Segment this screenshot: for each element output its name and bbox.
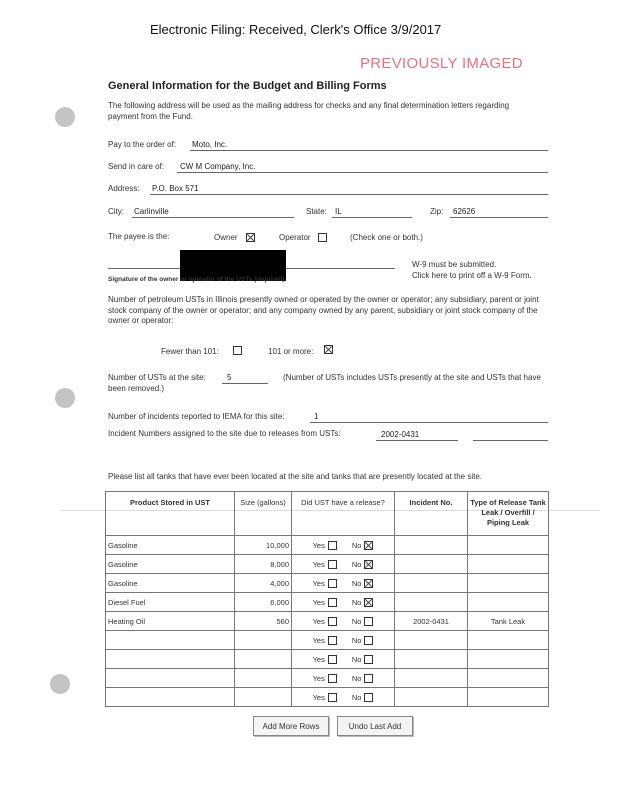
table-row	[106, 555, 549, 574]
yes-checkbox[interactable]	[328, 655, 337, 664]
release-cell	[292, 631, 395, 650]
release-cell	[292, 574, 395, 593]
address-line	[150, 194, 548, 195]
release-options	[294, 560, 392, 569]
no-checkbox[interactable]	[364, 655, 373, 664]
release-cell	[292, 612, 395, 631]
care-of-value[interactable]: CW M Company, Inc.	[180, 162, 256, 171]
table-row	[106, 688, 549, 707]
release-type-cell[interactable]	[468, 574, 549, 593]
undo-last-add-button[interactable]: Undo Last Add	[337, 716, 413, 736]
w9-print-link[interactable]: Click here to print off a W-9 Form.	[412, 271, 532, 280]
size-cell[interactable]: 8,000	[235, 555, 292, 574]
yes-label: Yes	[312, 692, 325, 702]
size-cell[interactable]: 4,000	[235, 574, 292, 593]
yes-label: Yes	[312, 559, 325, 569]
size-cell[interactable]: 10,000	[235, 536, 292, 555]
yes-checkbox[interactable]	[328, 617, 337, 626]
table-row	[106, 612, 549, 631]
release-options	[294, 579, 392, 588]
release-options	[294, 693, 392, 702]
city-line	[132, 217, 294, 218]
operator-checkbox[interactable]	[318, 233, 327, 242]
incident-cell[interactable]	[395, 688, 468, 707]
no-label: No	[351, 654, 362, 664]
table-header-row	[106, 492, 549, 536]
incident-cell[interactable]	[395, 555, 468, 574]
no-checkbox[interactable]	[364, 617, 373, 626]
size-cell[interactable]: 560	[235, 612, 292, 631]
owner-checkbox[interactable]	[246, 233, 255, 242]
w9-note: W-9 must be submitted.	[412, 260, 497, 269]
size-cell[interactable]: 6,000	[235, 593, 292, 612]
product-cell[interactable]: Gasoline	[106, 536, 235, 555]
usts-at-site-label: Number of USTs at the site:	[108, 373, 206, 382]
release-type-cell[interactable]	[468, 650, 549, 669]
table-row	[106, 631, 549, 650]
no-checkbox[interactable]	[364, 579, 373, 588]
yes-checkbox[interactable]	[328, 636, 337, 645]
incident-cell[interactable]	[395, 650, 468, 669]
yes-label: Yes	[312, 673, 325, 683]
yes-label: Yes	[312, 635, 325, 645]
release-type-cell[interactable]	[468, 593, 549, 612]
release-cell	[292, 650, 395, 669]
fewer-than-101-checkbox[interactable]	[233, 346, 242, 355]
incident-cell[interactable]	[395, 631, 468, 650]
state-value[interactable]: IL	[335, 207, 342, 216]
form-title: General Information for the Budget and Billing Forms	[108, 80, 387, 92]
release-cell	[292, 593, 395, 612]
ust-table	[105, 491, 549, 707]
product-cell[interactable]	[106, 631, 235, 650]
incident-cell[interactable]	[395, 593, 468, 612]
101-or-more-checkbox[interactable]	[324, 345, 333, 354]
no-label: No	[351, 616, 362, 626]
operator-label: Operator	[279, 233, 311, 242]
release-options	[294, 598, 392, 607]
address-label: Address:	[108, 184, 140, 193]
zip-value[interactable]: 62626	[453, 207, 476, 216]
incident-cell[interactable]	[395, 574, 468, 593]
release-type-cell[interactable]	[468, 536, 549, 555]
release-type-cell[interactable]	[468, 688, 549, 707]
table-row	[106, 574, 549, 593]
no-label: No	[351, 692, 362, 702]
state-label: State:	[306, 207, 327, 216]
no-checkbox[interactable]	[364, 693, 373, 702]
size-cell[interactable]	[235, 650, 292, 669]
yes-label: Yes	[312, 654, 325, 664]
no-label: No	[351, 673, 362, 683]
previously-imaged-stamp: PREVIOUSLY IMAGED	[360, 55, 523, 72]
table-row	[106, 536, 549, 555]
size-header: Size (gallons)	[235, 492, 292, 536]
release-cell	[292, 688, 395, 707]
no-label: No	[351, 597, 362, 607]
incident-cell[interactable]: 2002-0431	[395, 612, 468, 631]
add-more-rows-button[interactable]: Add More Rows	[253, 716, 329, 736]
incident-number-line-2	[473, 440, 548, 441]
state-line	[332, 217, 412, 218]
no-label: No	[351, 635, 362, 645]
incident-cell[interactable]	[395, 536, 468, 555]
yes-checkbox[interactable]	[328, 674, 337, 683]
incident-number-line-1	[376, 440, 458, 441]
incidents-line	[310, 422, 548, 423]
no-checkbox[interactable]	[364, 636, 373, 645]
incident-numbers-label: Incident Numbers assigned to the site due to releases from USTs:	[108, 429, 341, 438]
binder-hole	[55, 107, 75, 127]
release-options	[294, 541, 392, 550]
pay-to-line	[190, 150, 548, 151]
binder-hole	[50, 674, 70, 694]
care-of-line	[177, 172, 548, 173]
release-options	[294, 674, 392, 683]
table-row	[106, 593, 549, 612]
release-cell	[292, 536, 395, 555]
binder-hole	[55, 388, 75, 408]
address-value[interactable]: P.O. Box 571	[152, 184, 199, 193]
size-cell[interactable]	[235, 631, 292, 650]
incidents-value[interactable]: 1	[314, 412, 319, 421]
release-type-cell[interactable]	[468, 669, 549, 688]
table-row	[106, 669, 549, 688]
product-cell[interactable]	[106, 650, 235, 669]
yes-checkbox[interactable]	[328, 560, 337, 569]
101-or-more-label: 101 or more:	[268, 347, 314, 356]
release-type-header: Type of Release Tank Leak / Overfill / Piping Leak	[468, 492, 549, 536]
signature-caption: Signature of the owner or operator of the USTs (required)	[108, 276, 285, 283]
product-cell[interactable]	[106, 669, 235, 688]
no-checkbox[interactable]	[364, 674, 373, 683]
table-row	[106, 650, 549, 669]
product-cell[interactable]: Diesel Fuel	[106, 593, 235, 612]
intro-paragraph: The following address will be used as the mailing address for checks and any final determination letters regarding payment from the Fund.	[108, 101, 510, 121]
no-checkbox[interactable]	[364, 560, 373, 569]
city-value[interactable]: Carlinville	[134, 207, 169, 216]
release-type-cell[interactable]	[468, 555, 549, 574]
yes-label: Yes	[312, 578, 325, 588]
product-cell[interactable]: Gasoline	[106, 555, 235, 574]
yes-label: Yes	[312, 597, 325, 607]
no-checkbox[interactable]	[364, 598, 373, 607]
fewer-than-101-label: Fewer than 101:	[161, 347, 219, 356]
pay-to-label: Pay to the order of:	[108, 140, 177, 149]
zip-label: Zip:	[430, 207, 444, 216]
care-of-label: Send in care of:	[108, 162, 165, 171]
check-note: (Check one or both.)	[350, 233, 423, 242]
yes-checkbox[interactable]	[328, 579, 337, 588]
product-cell[interactable]	[106, 688, 235, 707]
tanks-instruction: Please list all tanks that have ever been located at the site and tanks that are presently located at the site.	[108, 472, 483, 481]
owner-label: Owner	[214, 233, 238, 242]
no-label: No	[351, 540, 362, 550]
release-options	[294, 655, 392, 664]
yes-checkbox[interactable]	[328, 598, 337, 607]
product-cell[interactable]: Gasoline	[106, 574, 235, 593]
yes-label: Yes	[312, 540, 325, 550]
release-options	[294, 617, 392, 626]
no-checkbox[interactable]	[364, 541, 373, 550]
incident-numbers-value[interactable]: 2002-0431	[381, 430, 420, 439]
size-cell[interactable]	[235, 669, 292, 688]
release-cell	[292, 555, 395, 574]
no-label: No	[351, 578, 362, 588]
incident-cell[interactable]	[395, 669, 468, 688]
release-type-cell[interactable]: Tank Leak	[468, 612, 549, 631]
no-label: No	[351, 559, 362, 569]
product-cell[interactable]: Heating Oil	[106, 612, 235, 631]
pay-to-value[interactable]: Moto, Inc.	[192, 140, 228, 149]
release-cell	[292, 669, 395, 688]
usts-at-site-value[interactable]: 5	[227, 373, 232, 382]
incident-header: Incident No.	[395, 492, 468, 536]
filing-stamp: Electronic Filing: Received, Clerk's Office 3/9/2017	[150, 22, 442, 37]
yes-checkbox[interactable]	[328, 693, 337, 702]
yes-label: Yes	[312, 616, 325, 626]
size-cell[interactable]	[235, 688, 292, 707]
product-header: Product Stored in UST	[106, 492, 235, 536]
city-label: City:	[108, 207, 124, 216]
incidents-label: Number of incidents reported to IEMA for this site:	[108, 412, 285, 421]
release-type-cell[interactable]	[468, 631, 549, 650]
yes-checkbox[interactable]	[328, 541, 337, 550]
payee-label: The payee is the:	[108, 232, 170, 241]
zip-line	[450, 217, 548, 218]
usts-owned-paragraph: Number of petroleum USTs in Illinois presently owned or operated by the owner or operator; any subsidiary, parent or joint stock company of the owner or operator; and any company owned by any parent, subsidiary or joint stock company of the owner or operator:	[108, 295, 539, 325]
release-header: Did UST have a release?	[292, 492, 395, 536]
release-options	[294, 636, 392, 645]
usts-at-site-note: (Number of USTs includes USTs presently at the site and USTs that have been removed.)	[108, 373, 541, 393]
